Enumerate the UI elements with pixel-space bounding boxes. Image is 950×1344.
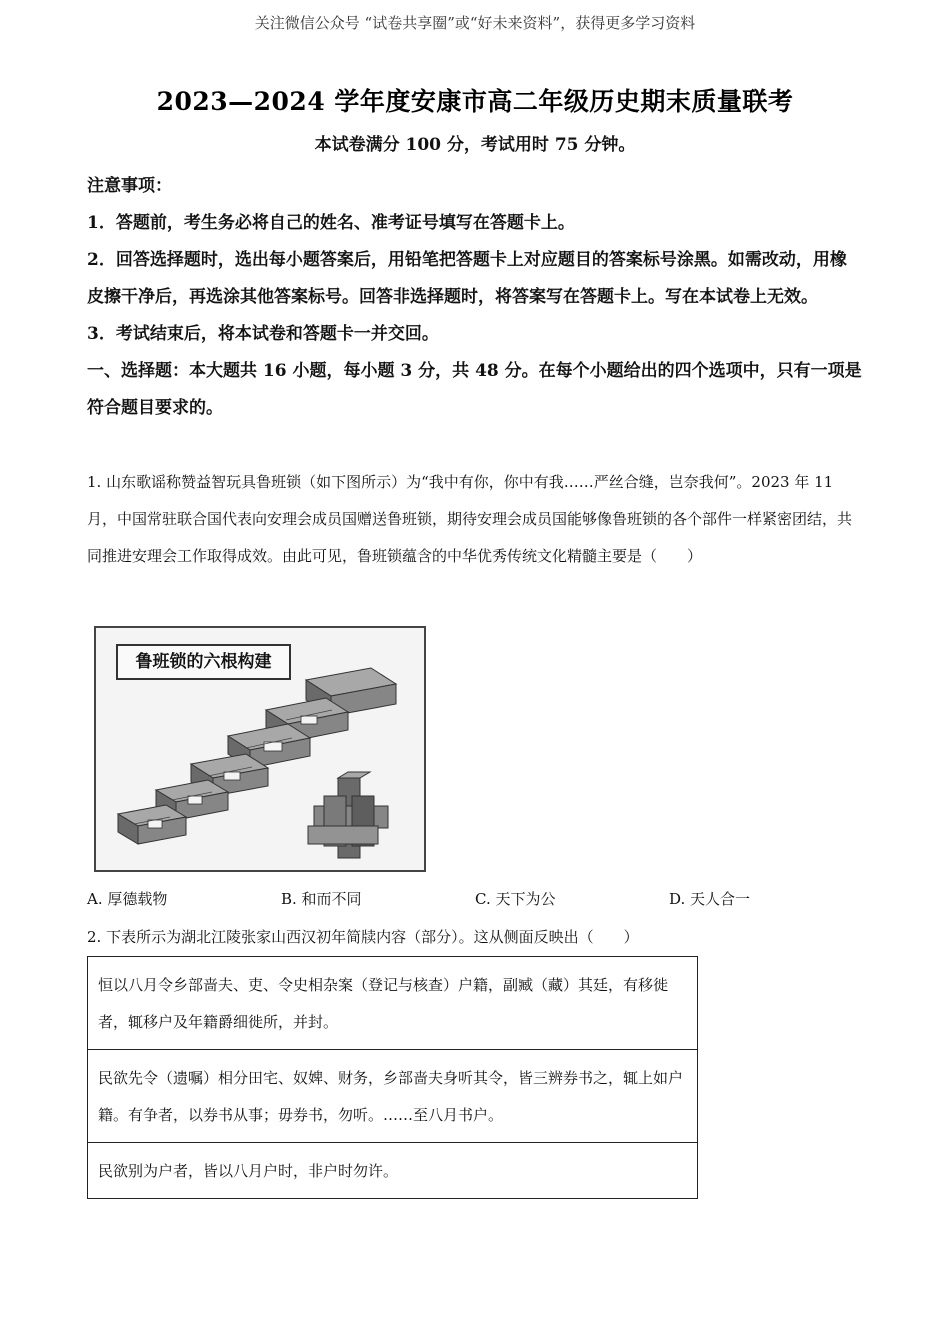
instructions bbox=[87, 168, 862, 427]
question-1-stem: 1. 山东歌谣称赞益智玩具鲁班锁（如下图所示）为“我中有你，你中有我……严丝合缝，岂奈我何”。2023 年 11 月，中国常驻联合国代表向安理会成员国赠送鲁班锁，期待安理会成员国能够像鲁班锁的各个部件一样紧密团结，共同推进安理会工作取得成效。由此可见，鲁班锁蕴含的中华优秀传统文化精髓主要是（ ） bbox=[87, 473, 853, 565]
table-row bbox=[88, 957, 698, 1050]
table-cell: 恒以八月令乡部啬夫、吏、令史相杂案（登记与核查）户籍，副臧（藏）其廷，有移徙者，辄移户及年籍爵细徙所，并封。 bbox=[88, 957, 698, 1050]
header-note: 关注微信公众号 “试卷共享圈”或“好未来资料”，获得更多学习资料 bbox=[254, 14, 696, 32]
option-b[interactable]: B. 和而不同 bbox=[281, 890, 362, 908]
table-row bbox=[88, 1050, 698, 1143]
luban-lock-figure bbox=[94, 626, 426, 872]
lock-piece-6 bbox=[118, 805, 186, 844]
instructions-heading: 注意事项： bbox=[87, 176, 172, 196]
option-a[interactable]: A. 厚德载物 bbox=[87, 890, 168, 908]
question-1 bbox=[87, 464, 862, 575]
option-c[interactable]: C. 天下为公 bbox=[475, 890, 556, 908]
option-d[interactable]: D. 天人合一 bbox=[669, 890, 751, 908]
instruction-item: 2．回答选择题时，选出每小题答案后，用铅笔把答题卡上对应题目的答案标号涂黑。如需改动，用橡皮擦干净后，再选涂其他答案标号。回答非选择题时，将答案写在答题卡上。写在本试卷上无效。 bbox=[87, 250, 847, 307]
bamboo-slip-table bbox=[87, 956, 698, 1199]
question-1-options bbox=[87, 888, 887, 914]
section-heading: 一、选择题：本大题共 16 小题，每小题 3 分，共 48 分。在每个小题给出的四个选项中，只有一项是符合题目要求的。 bbox=[87, 361, 862, 418]
table-cell: 民欲别为户者，皆以八月户时，非户时勿许。 bbox=[88, 1143, 698, 1199]
page-title: 2023—2024 学年度安康市高二年级历史期末质量联考 bbox=[156, 87, 794, 116]
luban-lock-illustration bbox=[96, 628, 424, 870]
question-2-stem: 2. 下表所示为湖北江陵张家山西汉初年简牍内容（部分）。这从侧面反映出（ ） bbox=[87, 928, 639, 946]
instruction-item: 3．考试结束后，将本试卷和答题卡一并交回。 bbox=[87, 324, 439, 344]
table-row bbox=[88, 1143, 698, 1199]
assembled-lock bbox=[308, 772, 388, 858]
page-subtitle: 本试卷满分 100 分，考试用时 75 分钟。 bbox=[314, 135, 636, 155]
instruction-item: 1．答题前，考生务必将自己的姓名、准考证号填写在答题卡上。 bbox=[87, 213, 575, 233]
table-cell: 民欲先令（遗嘱）相分田宅、奴婢、财务，乡部啬夫身听其令，皆三辨券书之，辄上如户籍。有争者，以券书从事；毋券书，勿听。……至八月书户。 bbox=[88, 1050, 698, 1143]
figure-label: 鲁班锁的六根构建 bbox=[116, 644, 291, 680]
